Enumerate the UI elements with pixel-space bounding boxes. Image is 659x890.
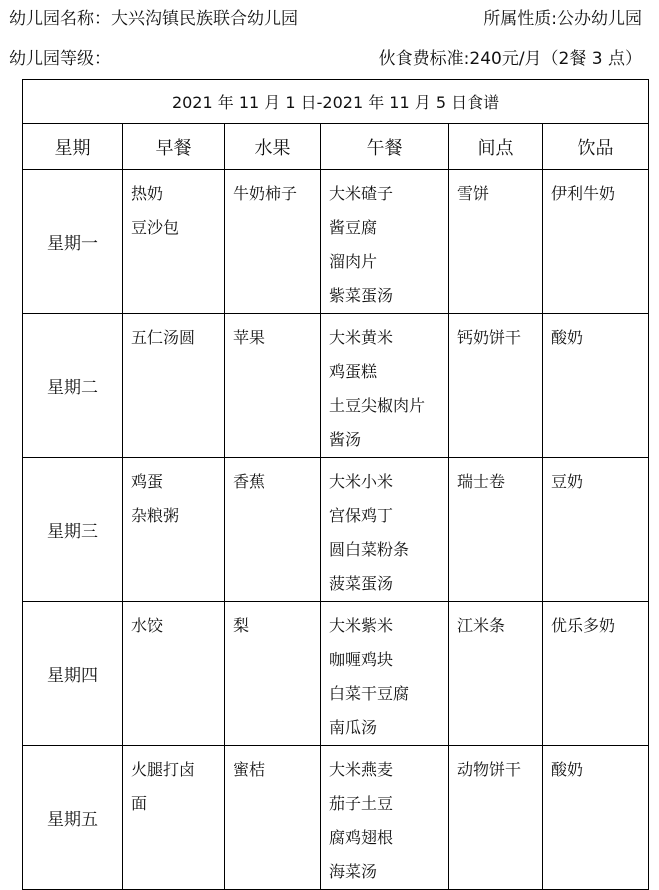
lunch-item: 溜肉片 (329, 252, 378, 271)
school-nature: 所属性质:公办幼儿园 (483, 9, 642, 29)
lunch-item: 圆白菜粉条 (329, 540, 410, 559)
fruit-cell (225, 458, 321, 602)
lunch-item: 紫菜蛋汤 (329, 286, 394, 305)
breakfast-cell (123, 314, 225, 458)
table-row (23, 746, 649, 890)
table-row (23, 170, 649, 314)
fruit-item: 梨 (233, 616, 250, 635)
lunch-item: 大米燕麦 (329, 760, 394, 779)
table-row (23, 314, 649, 458)
snack-cell (449, 602, 543, 746)
col-header-day: 星期 (23, 124, 123, 170)
lunch-item: 菠菜蛋汤 (329, 574, 394, 593)
fruit-cell (225, 170, 321, 314)
lunch-item: 咖喱鸡块 (329, 650, 394, 669)
breakfast-cell (123, 170, 225, 314)
drink-item: 酸奶 (551, 760, 584, 779)
table-row (23, 602, 649, 746)
fruit-cell (225, 602, 321, 746)
menu-table (22, 79, 649, 890)
snack-item: 钙奶饼干 (457, 328, 522, 347)
snack-item: 瑞士卷 (457, 472, 506, 491)
lunch-cell (321, 746, 449, 890)
fruit-item: 牛奶柿子 (233, 184, 298, 203)
lunch-item: 大米小米 (329, 472, 394, 491)
breakfast-item: 热奶 (131, 184, 164, 203)
lunch-item: 南瓜汤 (329, 718, 378, 737)
breakfast-item: 面 (131, 794, 148, 813)
lunch-item: 白菜干豆腐 (329, 684, 410, 703)
snack-item: 江米条 (457, 616, 506, 635)
snack-cell (449, 458, 543, 602)
breakfast-cell (123, 458, 225, 602)
col-header-breakfast: 早餐 (123, 124, 225, 170)
snack-cell (449, 170, 543, 314)
breakfast-item: 豆沙包 (131, 218, 180, 237)
meal-fee: 伙食费标准:240元/月（2餐 3 点） (378, 49, 642, 69)
menu-title: 2021 年 11 月 1 日-2021 年 11 月 5 日食谱 (23, 80, 649, 124)
day-cell: 星期五 (23, 746, 123, 890)
drink-item: 伊利牛奶 (551, 184, 616, 203)
lunch-cell (321, 458, 449, 602)
breakfast-cell (123, 602, 225, 746)
day-cell: 星期四 (23, 602, 123, 746)
lunch-item: 茄子土豆 (329, 794, 394, 813)
col-header-lunch: 午餐 (321, 124, 449, 170)
day-cell: 星期一 (23, 170, 123, 314)
drink-cell (543, 170, 649, 314)
col-header-drink: 饮品 (543, 124, 649, 170)
col-header-snack: 间点 (449, 124, 543, 170)
lunch-item: 大米碴子 (329, 184, 394, 203)
drink-item: 优乐多奶 (551, 616, 616, 635)
snack-cell (449, 314, 543, 458)
lunch-item: 大米黄米 (329, 328, 394, 347)
breakfast-item: 五仁汤圆 (131, 328, 196, 347)
drink-cell (543, 746, 649, 890)
drink-cell (543, 314, 649, 458)
lunch-item: 宫保鸡丁 (329, 506, 394, 525)
lunch-item: 海菜汤 (329, 862, 378, 881)
drink-item: 豆奶 (551, 472, 584, 491)
fruit-item: 香蕉 (233, 472, 266, 491)
lunch-item: 酱豆腐 (329, 218, 378, 237)
lunch-item: 土豆尖椒肉片 (329, 396, 426, 415)
breakfast-item: 水饺 (131, 616, 164, 635)
snack-cell (449, 746, 543, 890)
school-name: 幼儿园名称：大兴沟镇民族联合幼儿园 (9, 9, 298, 29)
snack-item: 动物饼干 (457, 760, 522, 779)
lunch-cell (321, 170, 449, 314)
snack-item: 雪饼 (457, 184, 490, 203)
fruit-cell (225, 314, 321, 458)
lunch-item: 大米紫米 (329, 616, 394, 635)
day-cell: 星期二 (23, 314, 123, 458)
lunch-item: 鸡蛋糕 (329, 362, 378, 381)
breakfast-item: 杂粮粥 (131, 506, 180, 525)
school-grade: 幼儿园等级： (9, 49, 111, 69)
fruit-item: 苹果 (233, 328, 266, 347)
column-header-row (23, 124, 649, 170)
breakfast-cell (123, 746, 225, 890)
drink-cell (543, 458, 649, 602)
col-header-fruit: 水果 (225, 124, 321, 170)
fruit-cell (225, 746, 321, 890)
drink-item: 酸奶 (551, 328, 584, 347)
table-row (23, 458, 649, 602)
drink-cell (543, 602, 649, 746)
fruit-item: 蜜桔 (233, 760, 266, 779)
lunch-item: 酱汤 (329, 430, 362, 449)
breakfast-item: 火腿打卤 (131, 760, 196, 779)
day-cell: 星期三 (23, 458, 123, 602)
breakfast-item: 鸡蛋 (131, 472, 164, 491)
lunch-cell (321, 602, 449, 746)
lunch-item: 腐鸡翅根 (329, 828, 394, 847)
lunch-cell (321, 314, 449, 458)
